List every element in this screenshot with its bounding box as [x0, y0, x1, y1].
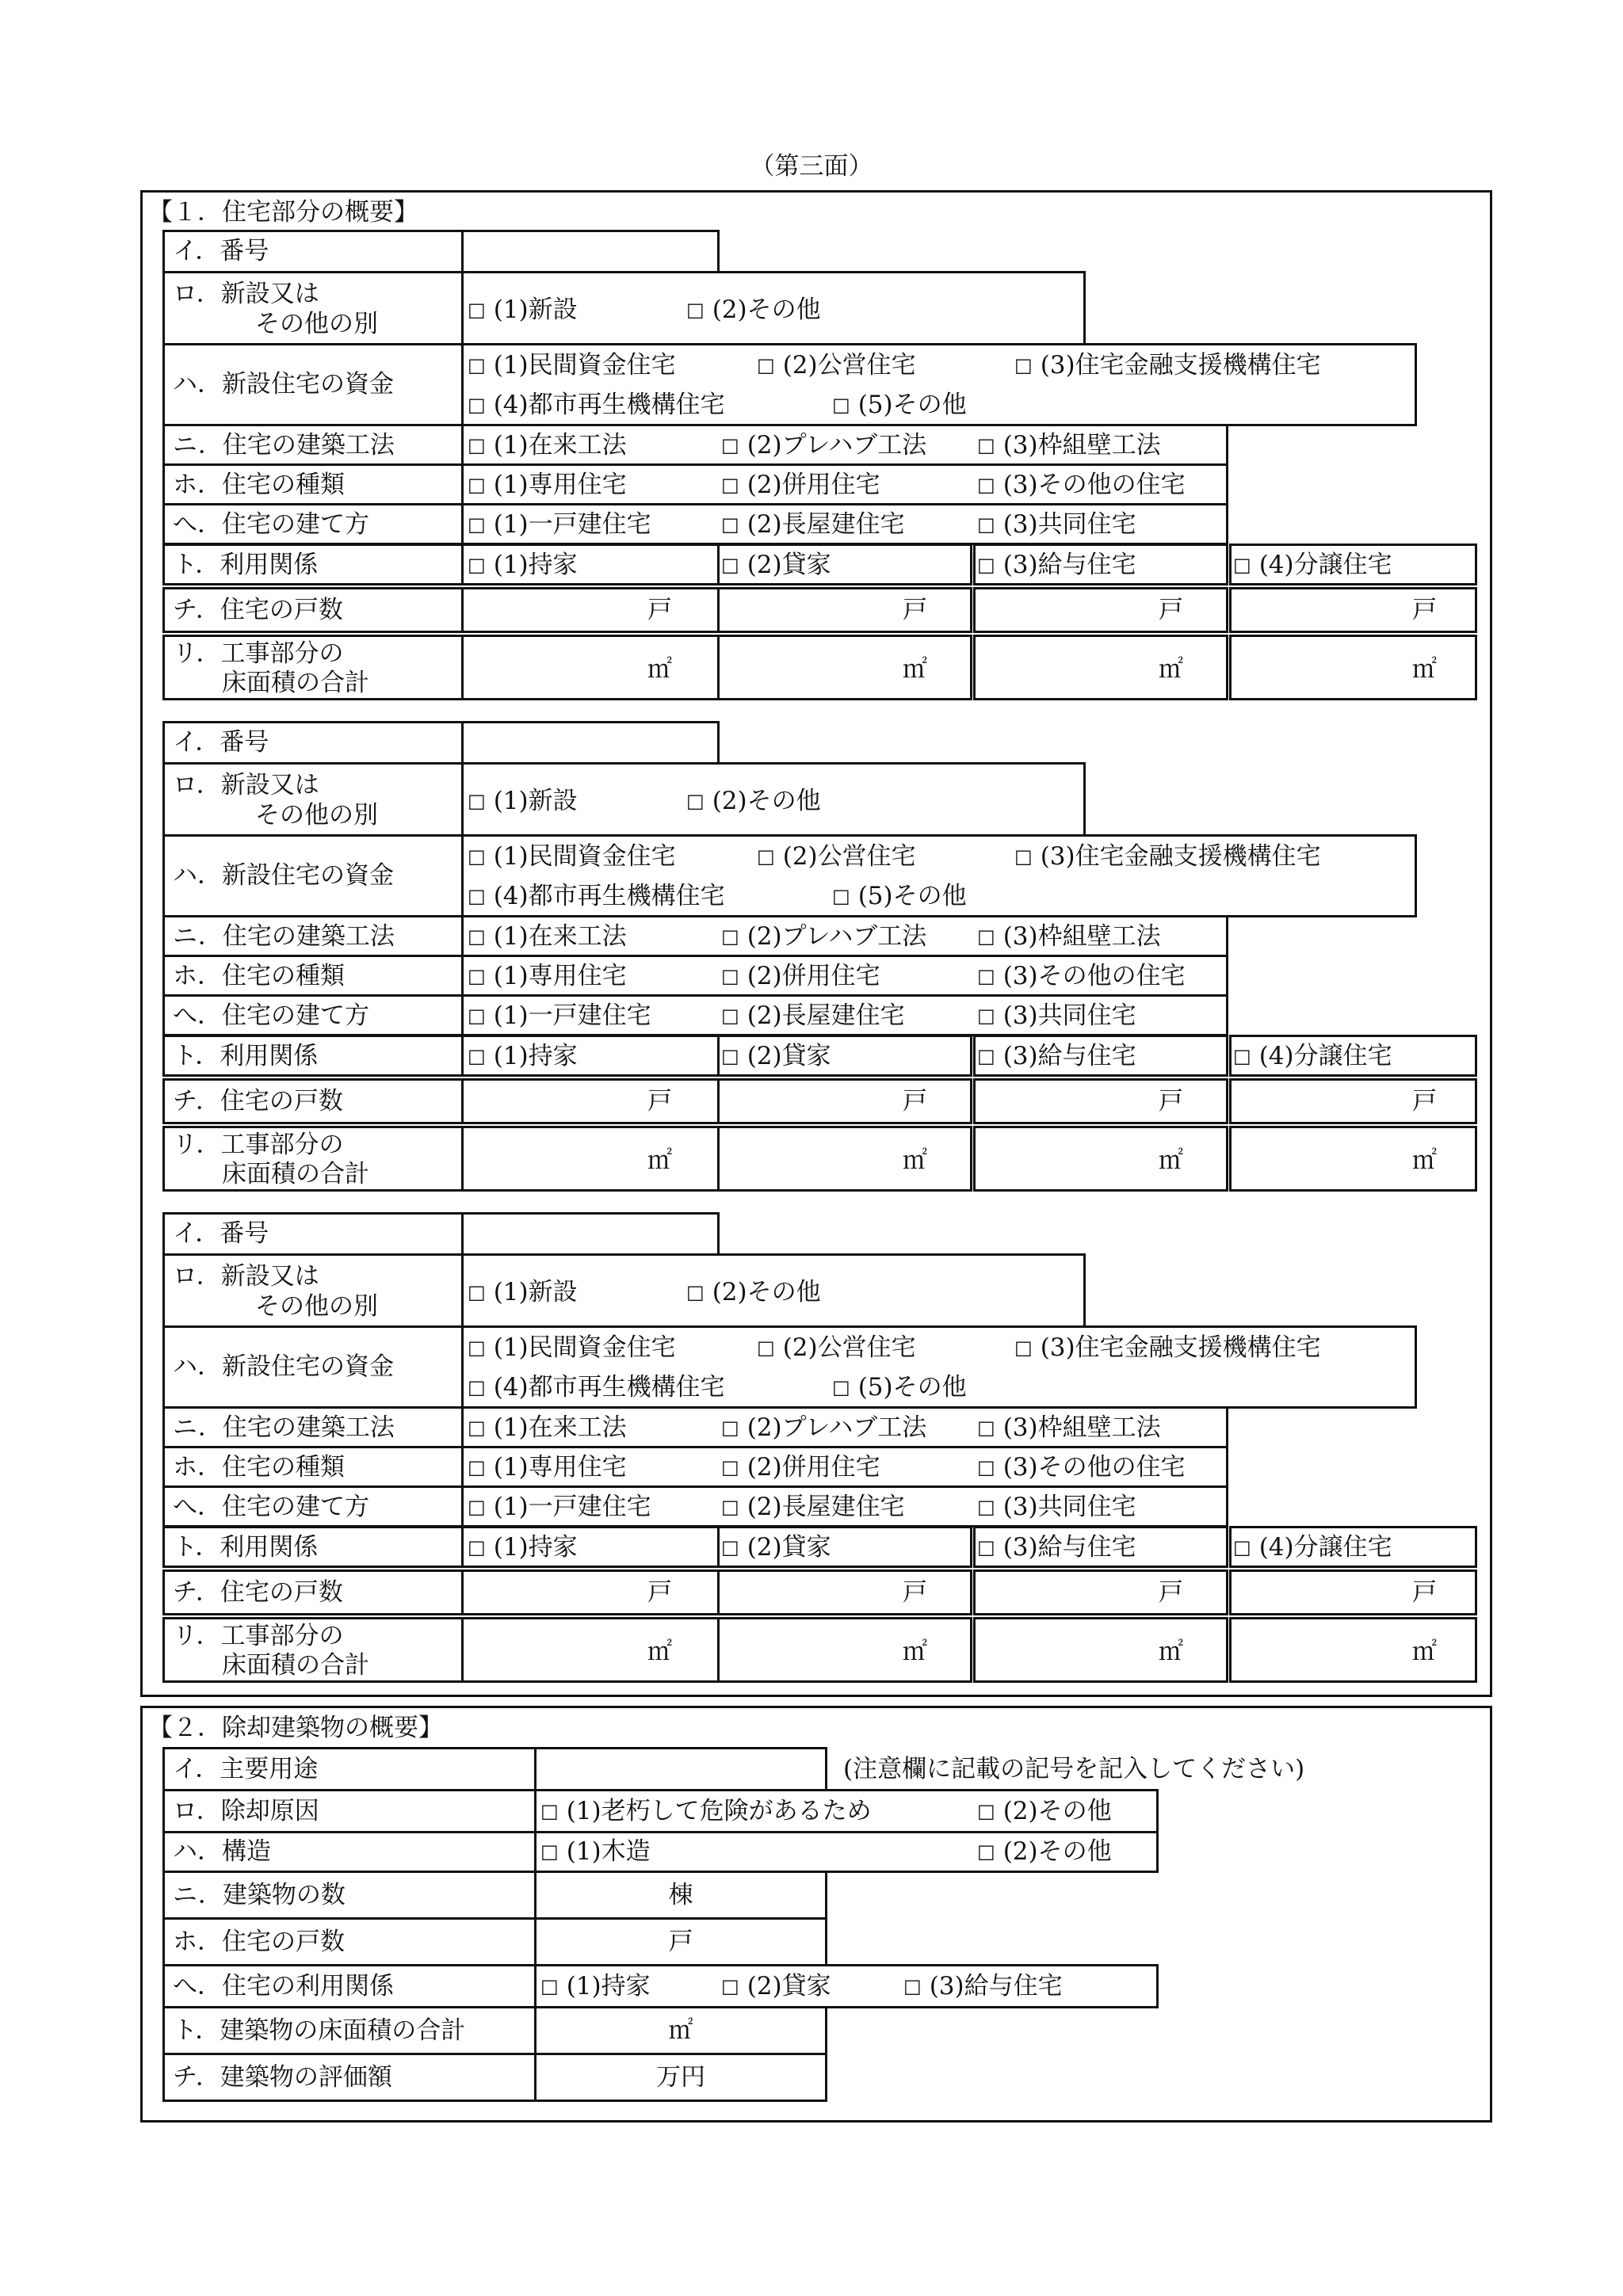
checkbox-icon: □: [468, 1281, 486, 1303]
checkbox-icon: □: [977, 434, 995, 456]
checkbox-owned[interactable]: □ (1)持家: [468, 551, 578, 579]
unit-label: ㎡: [903, 655, 927, 684]
unit-label: 戸: [1412, 596, 1437, 624]
units-input-2[interactable]: [717, 1569, 972, 1615]
checkbox-ur-housing[interactable]: □ (4)都市再生機構住宅: [468, 882, 725, 910]
section2-heading: 【２．除却建築物の概要】: [148, 1714, 443, 1742]
label-type: ホ．住宅の種類: [173, 1453, 345, 1482]
unit-label: ㎡: [668, 2016, 693, 2045]
checkbox-other[interactable]: □ (2)その他: [686, 787, 821, 815]
checkbox-icon: □: [832, 1376, 850, 1398]
checkbox-for-sale[interactable]: □ (4)分譲住宅: [1233, 1042, 1392, 1070]
floor-area-input-3[interactable]: [973, 1617, 1228, 1683]
checkbox-apartment[interactable]: □ (3)共同住宅: [977, 1001, 1136, 1030]
checkbox-icon: □: [977, 554, 995, 576]
checkbox-icon: □: [977, 1800, 995, 1822]
checkbox-dilapidated[interactable]: □ (1)老朽して危険があるため: [540, 1797, 872, 1825]
checkbox-fund-other[interactable]: □ (5)その他: [832, 391, 967, 419]
checkbox-icon: □: [468, 1456, 486, 1478]
checkbox-icon: □: [468, 1005, 486, 1027]
checkbox-icon: □: [721, 554, 739, 576]
checkbox-icon: □: [721, 1496, 739, 1518]
units-input-4[interactable]: [1229, 1078, 1477, 1124]
label-structure: ハ．構造: [173, 1837, 271, 1866]
unit-label: ㎡: [647, 655, 672, 684]
floor-area-input-1[interactable]: [461, 1126, 720, 1192]
checkbox-icon: □: [757, 1337, 775, 1359]
checkbox-conventional[interactable]: □ (1)在来工法: [468, 922, 627, 951]
checkbox-icon: □: [468, 299, 486, 321]
checkbox-prefab[interactable]: □ (2)プレハブ工法: [721, 1413, 927, 1442]
checkbox-new[interactable]: □ (1)新設: [468, 296, 578, 324]
checkbox-icon: □: [468, 1337, 486, 1359]
checkbox-company-housing[interactable]: □ (3)給与住宅: [977, 1533, 1136, 1562]
checkbox-prefab[interactable]: □ (2)プレハブ工法: [721, 922, 927, 951]
unit-label: 棟: [668, 1881, 693, 1909]
checkbox-icon: □: [1014, 845, 1033, 868]
checkbox-other[interactable]: □ (2)その他: [686, 1278, 821, 1306]
checkbox-jhf-housing[interactable]: □ (3)住宅金融支援機構住宅: [1014, 351, 1321, 379]
floor-area-input-1[interactable]: [461, 635, 720, 700]
checkbox-owned-2[interactable]: □ (1)持家: [540, 1972, 651, 2000]
units-input-2[interactable]: [717, 587, 972, 633]
checkbox-new[interactable]: □ (1)新設: [468, 1278, 578, 1306]
checkbox-owned[interactable]: □ (1)持家: [468, 1533, 578, 1562]
floor-area-input-4[interactable]: [1229, 1126, 1477, 1192]
unit-label: ㎡: [903, 1146, 927, 1175]
checkbox-icon: □: [832, 885, 850, 907]
checkbox-icon: □: [468, 394, 486, 416]
checkbox-icon: □: [977, 1840, 995, 1863]
checkbox-detached[interactable]: □ (1)一戸建住宅: [468, 1001, 651, 1030]
label-method: ニ．住宅の建築工法: [173, 1413, 395, 1442]
checkbox-icon: □: [686, 790, 705, 812]
checkbox-icon: □: [721, 1975, 739, 1997]
unit-label: 戸: [647, 596, 672, 624]
unit-label: 万円: [656, 2063, 705, 2092]
label-funding: ハ．新設住宅の資金: [173, 370, 394, 399]
label-method: ニ．住宅の建築工法: [173, 431, 395, 460]
checkbox-private-fund[interactable]: □ (1)民間資金住宅: [468, 842, 676, 871]
checkbox-private-fund[interactable]: □ (1)民間資金住宅: [468, 351, 676, 379]
checkbox-cause-other[interactable]: □ (2)その他: [977, 1797, 1112, 1825]
label-cause: ロ．除却原因: [173, 1797, 319, 1825]
label-new-or-other-2: その他の別: [255, 310, 378, 338]
unit-label: ㎡: [1159, 1638, 1183, 1666]
label-method: ニ．住宅の建築工法: [173, 922, 395, 951]
checkbox-icon: □: [977, 513, 995, 536]
unit-label: 戸: [647, 1087, 672, 1116]
checkbox-icon: □: [468, 474, 486, 496]
units-input-3[interactable]: [973, 1078, 1228, 1124]
label-number: イ．番号: [173, 237, 269, 265]
number-input[interactable]: [461, 721, 720, 765]
checkbox-icon: □: [721, 965, 739, 987]
checkbox-icon: □: [721, 1417, 739, 1439]
checkbox-conventional[interactable]: □ (1)在来工法: [468, 1413, 627, 1442]
checkbox-detached[interactable]: □ (1)一戸建住宅: [468, 510, 651, 539]
label-new-or-other-1: ロ．新設又は: [173, 280, 319, 308]
checkbox-icon: □: [977, 1045, 995, 1067]
unit-label: 戸: [1412, 1578, 1437, 1607]
checkbox-icon: □: [468, 554, 486, 576]
unit-label: 戸: [1159, 1578, 1183, 1607]
unit-label: ㎡: [1159, 655, 1183, 684]
checkbox-frame-wall[interactable]: □ (3)枠組壁工法: [977, 1413, 1161, 1442]
checkbox-icon: □: [977, 925, 995, 948]
label-tenure: ト．利用関係: [173, 1042, 319, 1070]
checkbox-other-type[interactable]: □ (3)その他の住宅: [977, 1453, 1186, 1482]
label-floor-area-1: リ．工事部分の: [173, 1622, 344, 1650]
label-dwelling-units: ホ．住宅の戸数: [173, 1928, 345, 1956]
unit-label: 戸: [903, 1578, 927, 1607]
label-form: へ．住宅の建て方: [173, 510, 369, 539]
checkbox-icon: □: [721, 434, 739, 456]
checkbox-icon: □: [1014, 354, 1033, 376]
checkbox-icon: □: [721, 925, 739, 948]
label-assessed-value: チ．建築物の評価額: [173, 2063, 392, 2092]
unit-label: 戸: [903, 596, 927, 624]
checkbox-icon: □: [468, 1536, 486, 1558]
checkbox-conventional[interactable]: □ (1)在来工法: [468, 431, 627, 460]
page-title: （第三面）: [750, 152, 873, 181]
floor-area-input-4[interactable]: [1229, 635, 1477, 700]
checkbox-icon: □: [468, 845, 486, 868]
checkbox-icon: □: [1014, 1337, 1033, 1359]
unit-label: 戸: [647, 1578, 672, 1607]
label-form: へ．住宅の建て方: [173, 1001, 369, 1030]
checkbox-icon: □: [721, 1536, 739, 1558]
checkbox-fund-other[interactable]: □ (5)その他: [832, 1373, 967, 1402]
checkbox-row-house[interactable]: □ (2)長屋建住宅: [721, 1493, 905, 1521]
checkbox-icon: □: [468, 885, 486, 907]
checkbox-other-type[interactable]: □ (3)その他の住宅: [977, 471, 1186, 499]
checkbox-company-housing[interactable]: □ (3)給与住宅: [977, 1042, 1136, 1070]
floor-area-input-4[interactable]: [1229, 1617, 1477, 1683]
main-use-note: (注意欄に記載の記号を記入してください): [843, 1755, 1305, 1783]
checkbox-public-housing[interactable]: □ (2)公営住宅: [757, 351, 916, 379]
checkbox-icon: □: [468, 1376, 486, 1398]
unit-label: 戸: [668, 1928, 693, 1956]
checkbox-mixed-use[interactable]: □ (2)併用住宅: [721, 1453, 880, 1482]
checkbox-icon: □: [468, 434, 486, 456]
checkbox-icon: □: [721, 1045, 739, 1067]
label-new-or-other-1: ロ．新設又は: [173, 1262, 319, 1291]
checkbox-icon: □: [468, 1045, 486, 1067]
unit-label: 戸: [1159, 1087, 1183, 1116]
unit-label: ㎡: [1159, 1146, 1183, 1175]
floor-area-input-2[interactable]: [717, 635, 972, 700]
checkbox-public-housing[interactable]: □ (2)公営住宅: [757, 1333, 916, 1362]
floor-area-input-3[interactable]: [973, 1126, 1228, 1192]
checkbox-row-house[interactable]: □ (2)長屋建住宅: [721, 510, 905, 539]
checkbox-icon: □: [468, 965, 486, 987]
label-form: へ．住宅の建て方: [173, 1493, 369, 1521]
section1-heading: 【１．住宅部分の概要】: [148, 198, 418, 227]
unit-label: 戸: [1159, 596, 1183, 624]
checkbox-company-housing-2[interactable]: □ (3)給与住宅: [903, 1972, 1063, 2000]
checkbox-jhf-housing[interactable]: □ (3)住宅金融支援機構住宅: [1014, 842, 1321, 871]
units-input-1[interactable]: [461, 1078, 720, 1124]
label-type: ホ．住宅の種類: [173, 962, 345, 990]
checkbox-prefab[interactable]: □ (2)プレハブ工法: [721, 431, 927, 460]
checkbox-icon: □: [1233, 1045, 1251, 1067]
checkbox-jhf-housing[interactable]: □ (3)住宅金融支援機構住宅: [1014, 1333, 1321, 1362]
checkbox-icon: □: [468, 790, 486, 812]
checkbox-icon: □: [977, 1456, 995, 1478]
units-input-4[interactable]: [1229, 1569, 1477, 1615]
label-floor-area-2: 床面積の合計: [222, 1160, 369, 1188]
label-floor-area-2: 床面積の合計: [222, 1651, 369, 1680]
unit-label: ㎡: [1412, 1638, 1437, 1666]
checkbox-dedicated[interactable]: □ (1)専用住宅: [468, 962, 627, 990]
label-new-or-other-2: その他の別: [255, 1292, 378, 1321]
checkbox-row-house[interactable]: □ (2)長屋建住宅: [721, 1001, 905, 1030]
checkbox-icon: □: [540, 1800, 559, 1822]
checkbox-icon: □: [903, 1975, 922, 1997]
checkbox-company-housing[interactable]: □ (3)給与住宅: [977, 551, 1136, 579]
label-building-count: ニ．建築物の数: [173, 1881, 346, 1909]
label-new-or-other-1: ロ．新設又は: [173, 771, 319, 799]
label-funding: ハ．新設住宅の資金: [173, 861, 394, 890]
label-units: チ．住宅の戸数: [173, 596, 343, 624]
checkbox-icon: □: [721, 1456, 739, 1478]
checkbox-owned[interactable]: □ (1)持家: [468, 1042, 578, 1070]
checkbox-icon: □: [757, 845, 775, 868]
label-floor-area-1: リ．工事部分の: [173, 1131, 344, 1159]
checkbox-icon: □: [721, 474, 739, 496]
checkbox-for-sale[interactable]: □ (4)分譲住宅: [1233, 551, 1392, 579]
units-input-1[interactable]: [461, 1569, 720, 1615]
checkbox-ur-housing[interactable]: □ (4)都市再生機構住宅: [468, 391, 725, 419]
floor-area-input-1[interactable]: [461, 1617, 720, 1683]
unit-label: ㎡: [647, 1146, 672, 1175]
label-tenure-2: へ．住宅の利用関係: [173, 1972, 394, 2000]
checkbox-icon: □: [977, 1536, 995, 1558]
checkbox-icon: □: [977, 474, 995, 496]
checkbox-icon: □: [468, 1496, 486, 1518]
checkbox-mixed-use[interactable]: □ (2)併用住宅: [721, 962, 880, 990]
checkbox-icon: □: [540, 1840, 559, 1863]
checkbox-wooden[interactable]: □ (1)木造: [540, 1837, 651, 1866]
checkbox-fund-other[interactable]: □ (5)その他: [832, 882, 967, 910]
checkbox-apartment[interactable]: □ (3)共同住宅: [977, 1493, 1136, 1521]
checkbox-icon: □: [468, 1417, 486, 1439]
checkbox-icon: □: [468, 354, 486, 376]
label-floor-area-1: リ．工事部分の: [173, 639, 344, 668]
checkbox-icon: □: [468, 925, 486, 948]
label-units: チ．住宅の戸数: [173, 1087, 343, 1116]
checkbox-detached[interactable]: □ (1)一戸建住宅: [468, 1493, 651, 1521]
units-input-2[interactable]: [717, 1078, 972, 1124]
checkbox-mixed-use[interactable]: □ (2)併用住宅: [721, 471, 880, 499]
checkbox-icon: □: [977, 1417, 995, 1439]
label-type: ホ．住宅の種類: [173, 471, 345, 499]
checkbox-icon: □: [832, 394, 850, 416]
label-number: イ．番号: [173, 1219, 269, 1248]
unit-label: ㎡: [903, 1638, 927, 1666]
checkbox-icon: □: [1233, 1536, 1251, 1558]
checkbox-icon: □: [1233, 554, 1251, 576]
checkbox-icon: □: [721, 513, 739, 536]
checkbox-other-type[interactable]: □ (3)その他の住宅: [977, 962, 1186, 990]
checkbox-rental[interactable]: □ (2)貸家: [721, 1042, 831, 1070]
checkbox-frame-wall[interactable]: □ (3)枠組壁工法: [977, 922, 1161, 951]
label-funding: ハ．新設住宅の資金: [173, 1352, 394, 1381]
checkbox-icon: □: [721, 1005, 739, 1027]
checkbox-dedicated[interactable]: □ (1)専用住宅: [468, 471, 627, 499]
units-input-3[interactable]: [973, 587, 1228, 633]
floor-area-input-2[interactable]: [717, 1126, 972, 1192]
checkbox-icon: □: [757, 354, 775, 376]
label-new-or-other-2: その他の別: [255, 801, 378, 830]
main-use-input[interactable]: [534, 1747, 827, 1791]
checkbox-icon: □: [977, 1005, 995, 1027]
units-input-3[interactable]: [973, 1569, 1228, 1615]
unit-label: ㎡: [647, 1638, 672, 1666]
floor-area-input-2[interactable]: [717, 1617, 972, 1683]
label-main-use: イ．主要用途: [173, 1755, 319, 1783]
checkbox-dedicated[interactable]: □ (1)専用住宅: [468, 1453, 627, 1482]
checkbox-ur-housing[interactable]: □ (4)都市再生機構住宅: [468, 1373, 725, 1402]
unit-label: 戸: [903, 1087, 927, 1116]
number-input[interactable]: [461, 230, 720, 273]
unit-label: ㎡: [1412, 655, 1437, 684]
checkbox-new[interactable]: □ (1)新設: [468, 787, 578, 815]
checkbox-structure-other[interactable]: □ (2)その他: [977, 1837, 1112, 1866]
checkbox-for-sale[interactable]: □ (4)分譲住宅: [1233, 1533, 1392, 1562]
checkbox-apartment[interactable]: □ (3)共同住宅: [977, 510, 1136, 539]
checkbox-public-housing[interactable]: □ (2)公営住宅: [757, 842, 916, 871]
label-tenure: ト．利用関係: [173, 1533, 319, 1562]
floor-area-input-3[interactable]: [973, 635, 1228, 700]
units-input-1[interactable]: [461, 587, 720, 633]
unit-label: 戸: [1412, 1087, 1437, 1116]
units-input-4[interactable]: [1229, 587, 1477, 633]
checkbox-icon: □: [540, 1975, 559, 1997]
number-input[interactable]: [461, 1212, 720, 1256]
checkbox-private-fund[interactable]: □ (1)民間資金住宅: [468, 1333, 676, 1362]
label-number: イ．番号: [173, 728, 269, 757]
checkbox-rental[interactable]: □ (2)貸家: [721, 551, 831, 579]
checkbox-icon: □: [977, 965, 995, 987]
checkbox-frame-wall[interactable]: □ (3)枠組壁工法: [977, 431, 1161, 460]
label-total-floor-area: ト．建築物の床面積の合計: [173, 2016, 466, 2045]
checkbox-icon: □: [468, 513, 486, 536]
label-floor-area-2: 床面積の合計: [222, 669, 369, 697]
label-tenure: ト．利用関係: [173, 551, 319, 579]
label-units: チ．住宅の戸数: [173, 1578, 343, 1607]
checkbox-rental[interactable]: □ (2)貸家: [721, 1533, 831, 1562]
checkbox-icon: □: [977, 1496, 995, 1518]
checkbox-icon: □: [686, 1281, 705, 1303]
checkbox-icon: □: [686, 299, 705, 321]
checkbox-other[interactable]: □ (2)その他: [686, 296, 821, 324]
unit-label: ㎡: [1412, 1146, 1437, 1175]
checkbox-rental-2[interactable]: □ (2)貸家: [721, 1972, 831, 2000]
